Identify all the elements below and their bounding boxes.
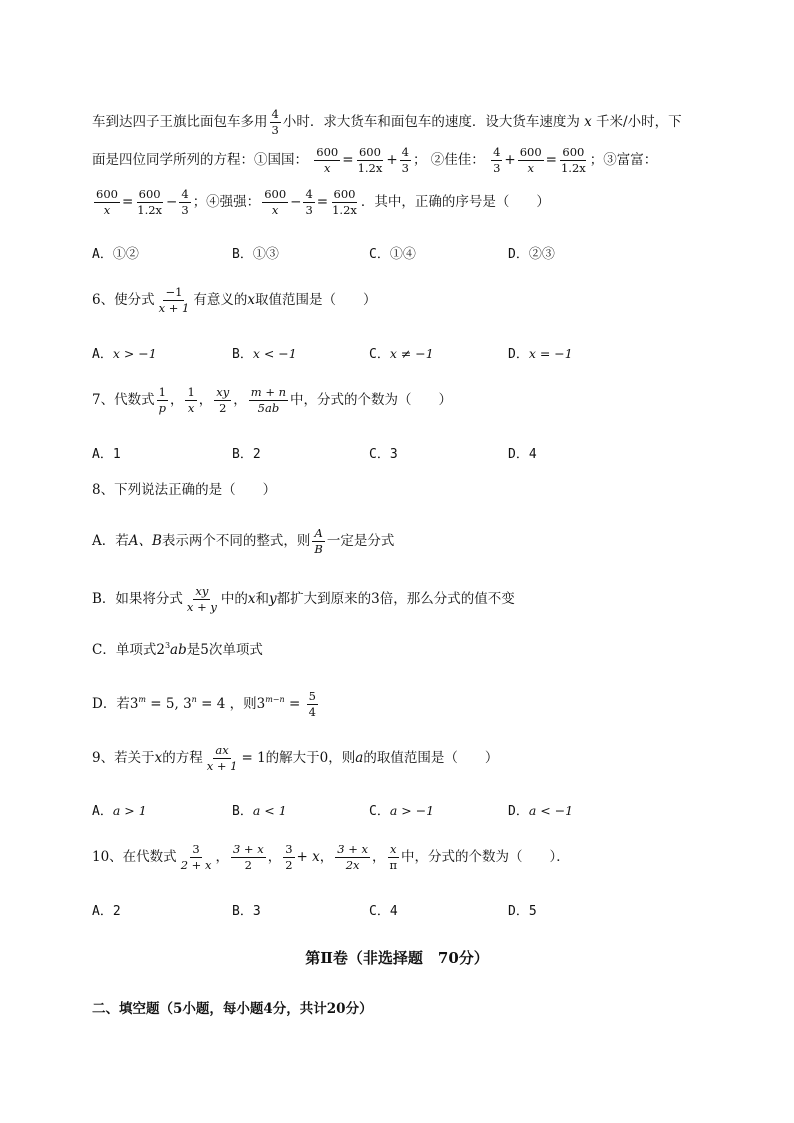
q9-stem	[92, 744, 498, 773]
fraction: $\frac{3 + x}{2}$	[232, 842, 264, 873]
fraction: $\frac{xy}{x + y}$	[186, 584, 217, 615]
q8-option-d[interactable]: D．若$3^m = 5$, $3^n = 4$ ，则$3^{m-n}$ = $\frac{5}{4}$	[92, 689, 316, 720]
punct: ，	[267, 849, 282, 866]
punct: ，	[371, 849, 386, 866]
fraction: $\frac{5}{4}$	[308, 689, 316, 720]
q5-option-b[interactable]: B．①③	[232, 247, 279, 262]
q5-text: 车到达四子王旗比面包车多用	[92, 114, 268, 131]
q7-text: 中，分式的个数为（ ）	[290, 392, 453, 409]
q5-text: ；③富富：	[589, 152, 658, 169]
section-title: 第Ⅱ卷（非选择题 70分）	[305, 949, 489, 967]
fraction: $\frac{A}{B}$	[314, 526, 323, 557]
math-op: =	[342, 152, 354, 169]
q7-stem	[92, 386, 452, 415]
punct: ，	[319, 849, 334, 866]
q6-text: 6、使分式	[92, 292, 155, 309]
q7-option-a[interactable]: A．1	[92, 447, 121, 462]
q5-option-c[interactable]: C．①④	[369, 247, 416, 262]
punct: ，	[233, 392, 247, 409]
q5-option-a[interactable]: A．①②	[92, 247, 139, 262]
fraction: $\frac{4}{3}$	[305, 187, 313, 218]
fraction: $\frac{3}{2 + x}$	[180, 842, 212, 873]
q5-text: 千米/小时，下	[596, 114, 682, 131]
q10-text: 10、在代数式	[92, 849, 177, 866]
math-var: a	[355, 750, 364, 767]
math-op: =	[121, 194, 134, 211]
math-op: −	[290, 194, 302, 211]
q6-option-c[interactable]: C．x ≠ −1	[369, 346, 434, 362]
fraction: $\frac{4}{3}$	[401, 145, 409, 176]
q6-stem	[92, 286, 376, 315]
q7-option-c[interactable]: C．3	[369, 447, 398, 462]
q8-option-b[interactable]: B．如果将分式 $\frac{xy}{x + y}$ 中的x和y都扩大到原来的3倍，那么分式的值不变	[92, 584, 515, 615]
q8-option-c[interactable]: C．单项式$2^3ab$是5次单项式	[92, 641, 263, 658]
q10-option-a[interactable]: A．2	[92, 904, 121, 919]
fraction: $\frac{1}{x}$	[187, 385, 195, 416]
punct: ，	[198, 392, 213, 409]
q9-option-c[interactable]: C．a > −1	[369, 803, 435, 819]
q8-stem: 8、下列说法正确的是（ ）	[92, 482, 277, 498]
q7-text: 7、代数式	[92, 392, 155, 409]
q7-option-b[interactable]: B．2	[232, 447, 261, 462]
math-op: = 1	[241, 750, 266, 767]
math-var: A、B	[128, 533, 162, 550]
q5-option-d[interactable]: D．②③	[508, 247, 555, 262]
q5-text: ；④强强：	[192, 194, 261, 211]
q10-stem	[92, 843, 570, 872]
q9-option-d[interactable]: D．a < −1	[508, 803, 574, 819]
fraction: $\frac{ax}{x + 1}$	[206, 743, 238, 774]
q5-text: 小时．求大货车和面包车的速度．设大货车速度为	[282, 114, 580, 131]
math-op: + x	[296, 849, 320, 866]
q9-option-b[interactable]: B．a < 1	[232, 803, 287, 819]
fraction: $\frac{600}{x}$	[316, 145, 339, 176]
math-op: +	[504, 152, 516, 169]
punct: ，	[215, 849, 229, 866]
q9-option-a[interactable]: A．a > 1	[92, 803, 147, 819]
fraction: $\frac{-1}{x + 1}$	[158, 285, 190, 316]
q9-text: 的取值范围是（ ）	[363, 750, 499, 767]
fraction: $\frac{x}{\pi}$	[389, 842, 398, 873]
q9-text: 9、若关于	[92, 750, 155, 767]
math-op: =	[545, 152, 557, 169]
fraction: $\frac{600}{1.2x}$	[137, 187, 163, 218]
q10-option-c[interactable]: C．4	[369, 904, 398, 919]
q5-line-3	[92, 188, 550, 217]
fraction: $\frac{3 + x}{2x}$	[337, 842, 368, 873]
fraction: $\frac{4}{3}$	[271, 107, 279, 138]
q6-option-b[interactable]: B．x < −1	[232, 346, 297, 362]
q5-text: ．其中，正确的序号是（ ）	[360, 194, 550, 211]
math-op: =	[316, 194, 329, 211]
fraction: $\frac{600}{1.2x}$	[332, 187, 357, 218]
math-var: x	[154, 750, 163, 767]
q10-text: 中，分式的个数为（ ）．	[401, 849, 570, 866]
q9-text: 的解大于0，则	[265, 750, 356, 767]
q9-text: 的方程	[162, 750, 203, 767]
fraction: $\frac{600}{x}$	[264, 187, 287, 218]
punct: ，	[169, 392, 184, 409]
q8-option-a[interactable]: A．若A、B表示两个不同的整式，则 $\frac{A}{B}$ 一定是分式	[92, 526, 395, 557]
fraction: $\frac{600}{1.2x}$	[560, 145, 586, 176]
fraction: $\frac{600}{x}$	[96, 187, 118, 218]
fraction: $\frac{600}{x}$	[519, 145, 542, 176]
q6-text: 取值范围是（ ）	[254, 292, 377, 309]
math-var: x	[247, 591, 256, 608]
fraction: $\frac{3}{2}$	[285, 842, 293, 873]
q6-option-a[interactable]: A．x > −1	[92, 346, 157, 362]
math-var: x	[584, 114, 592, 131]
q5-line-2	[92, 146, 657, 175]
fraction: $\frac{4}{3}$	[181, 187, 189, 218]
q10-option-b[interactable]: B．3	[232, 904, 261, 919]
math-var: y	[268, 591, 277, 608]
fraction: $\frac{600}{1.2x}$	[357, 145, 383, 176]
section-subtitle: 二、填空题（5小题，每小题4分，共计20分）	[92, 1001, 373, 1017]
fraction: $\frac{xy}{2}$	[216, 385, 230, 416]
q5-text: 面是四位同学所列的方程：①国国：	[92, 152, 308, 169]
math-var: x	[247, 292, 255, 309]
math-op: +	[386, 152, 398, 169]
q5-text: ； ②佳佳：	[412, 152, 485, 169]
fraction: $\frac{4}{3}$	[493, 145, 501, 176]
q6-option-d[interactable]: D．x = −1	[508, 346, 573, 362]
q6-text: 有意义的	[193, 292, 248, 309]
q10-option-d[interactable]: D．5	[508, 904, 537, 919]
fraction: $\frac{1}{p}$	[158, 385, 166, 416]
fraction: $\frac{m + n}{5ab}$	[250, 385, 287, 416]
math-op: −	[166, 194, 178, 211]
q7-option-d[interactable]: D．4	[508, 447, 537, 462]
q5-line-1	[92, 108, 682, 137]
math-var: ab	[170, 642, 187, 658]
